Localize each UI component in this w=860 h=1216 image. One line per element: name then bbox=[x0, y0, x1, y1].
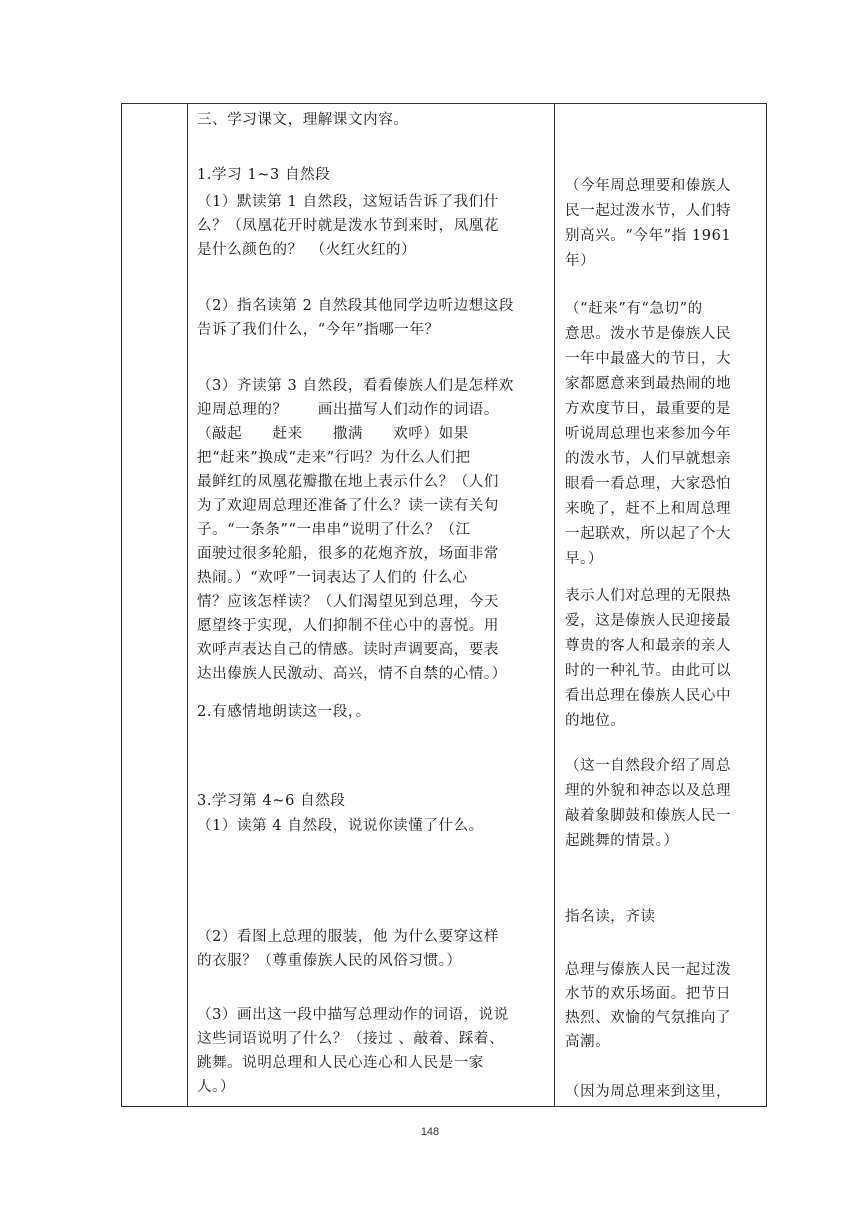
text-line: 为了欢迎周总理还准备了什么？读一读有关句 bbox=[197, 498, 499, 514]
note-line: （因为周总理来到这里， bbox=[565, 1084, 732, 1100]
note-line: 的地位。 bbox=[565, 713, 626, 729]
text-line: 愿望终于实现，人们抑制不住心中的喜悦。用 bbox=[197, 618, 499, 634]
text-line: 告诉了我们什么，“今年”指哪一年？ bbox=[197, 322, 440, 338]
note-line: 方欢度节日，最重要的是 bbox=[565, 401, 732, 417]
teaching-process-column bbox=[197, 104, 555, 1106]
text-line: （2）看图上总理的服装，他 为什么要穿这样 bbox=[197, 929, 499, 945]
text-line: （1）默读第 1 自然段，这短话告诉了我们什 bbox=[197, 194, 499, 210]
empty-first-column bbox=[122, 104, 187, 1106]
text-line: （3）画出这一段中描写总理动作的词语，说说 bbox=[197, 1007, 509, 1023]
text-line: （敲起 赶来 撒满 欢呼）如果 bbox=[197, 426, 469, 442]
text-line: 情？应该怎样读？（人们渴望见到总理，今天 bbox=[197, 594, 499, 610]
text-line: 么？（凤凰花开时就是泼水节到来时，凤凰花 bbox=[197, 218, 499, 234]
note-line: 眼看一看总理，大家恐怕 bbox=[565, 476, 732, 492]
step-heading: 2.有感情地朗读这一段，。 bbox=[197, 704, 371, 720]
note-line: 水节的欢乐场面。把节日 bbox=[565, 986, 732, 1002]
text-line: 达出傣族人民激动、高兴，情不自禁的心情。） bbox=[197, 666, 507, 682]
note-line: 总理与傣族人民一起过泼 bbox=[565, 962, 732, 978]
text-line: 欢呼声表达自己的情感。读时声调要高，要表 bbox=[197, 642, 499, 658]
text-line: （2）指名读第 2 自然段其他同学边听边想这段 bbox=[197, 298, 514, 314]
text-line: 热闹。）“欢呼”一词表达了人们的 什么心 bbox=[197, 570, 468, 586]
note-line: 看出总理在傣族人民心中 bbox=[565, 688, 732, 704]
note-line: 起跳舞的情景。） bbox=[565, 833, 679, 849]
note-line: 家都愿意来到最热闹的地 bbox=[565, 376, 732, 392]
text-line: 面驶过很多轮船，很多的花炮齐放，场面非常 bbox=[197, 546, 499, 562]
text-line: 的衣服？（尊重傣族人民的风俗习惯。） bbox=[197, 953, 462, 969]
text-line: 人。） bbox=[197, 1079, 236, 1095]
step-heading: 1.学习 1~3 自然段 bbox=[197, 167, 331, 183]
note-line: 意思。泼水节是傣族人民 bbox=[565, 326, 732, 342]
note-line: 爱，这是傣族人民迎接最 bbox=[565, 613, 732, 629]
note-line: 高潮。 bbox=[565, 1034, 611, 1050]
text-line: （1）读第 4 自然段，说说你读懂了什么。 bbox=[197, 818, 484, 834]
note-line: 的泼水节，人们早就想亲 bbox=[565, 451, 732, 467]
text-line: 跳舞。说明总理和人民心连心和人民是一家 bbox=[197, 1055, 484, 1071]
note-line: 别高兴。“今年”指 1961 bbox=[565, 228, 732, 244]
text-line: 迎周总理的？ 画出描写人们动作的词语。 bbox=[197, 402, 499, 418]
note-line: 时的一种礼节。由此可以 bbox=[565, 663, 732, 679]
note-line: 一年中最盛大的节日，大 bbox=[565, 351, 732, 367]
section-heading: 三、学习课文，理解课文内容。 bbox=[197, 112, 409, 128]
note-line: 年） bbox=[565, 253, 596, 269]
note-line: 听说周总理也来参加今年 bbox=[565, 426, 732, 442]
text-line: 最鲜红的凤凰花瓣撒在地上表示什么？（人们 bbox=[197, 474, 499, 490]
text-line: 这些词语说明了什么？（接过 、敲着、踩着、 bbox=[197, 1031, 505, 1047]
lesson-table bbox=[121, 103, 767, 1107]
note-line: 热烈、欢愉的气氛推向了 bbox=[565, 1010, 732, 1026]
step-heading: 3.学习第 4~6 自然段 bbox=[197, 793, 346, 809]
column-divider bbox=[187, 104, 188, 1106]
note-line: （今年周总理要和傣族人 bbox=[565, 178, 732, 194]
note-line: 一起联欢，所以起了个大 bbox=[565, 526, 732, 542]
note-line: 民一起过泼水节，人们特 bbox=[565, 203, 732, 219]
page-number: 148 bbox=[420, 1126, 440, 1138]
note-line: 理的外貌和神态以及总理 bbox=[565, 783, 732, 799]
note-line: 敲着象脚鼓和傣族人民一 bbox=[565, 808, 732, 824]
notes-column bbox=[565, 104, 761, 1106]
note-line: 表示人们对总理的无限热 bbox=[565, 588, 732, 604]
text-line: 把“赶来”换成“走来”行吗？为什么人们把 bbox=[197, 450, 471, 466]
text-line: （3）齐读第 3 自然段，看看傣族人们是怎样欢 bbox=[197, 378, 514, 394]
note-line: （这一自然段介绍了周总 bbox=[565, 758, 732, 774]
text-line: 子。“一条条”“一串串”说明了什么？（江 bbox=[197, 522, 471, 538]
note-line: （“赶来”有“急切”的 bbox=[565, 301, 703, 317]
text-line: 是什么颜色的？ （火红火红的） bbox=[197, 242, 417, 258]
note-line: 尊贵的客人和最亲的亲人 bbox=[565, 638, 732, 654]
note-line: 来晚了，赶不上和周总理 bbox=[565, 501, 732, 517]
note-line: 早。） bbox=[565, 551, 604, 567]
note-line: 指名读，齐读 bbox=[565, 909, 656, 925]
